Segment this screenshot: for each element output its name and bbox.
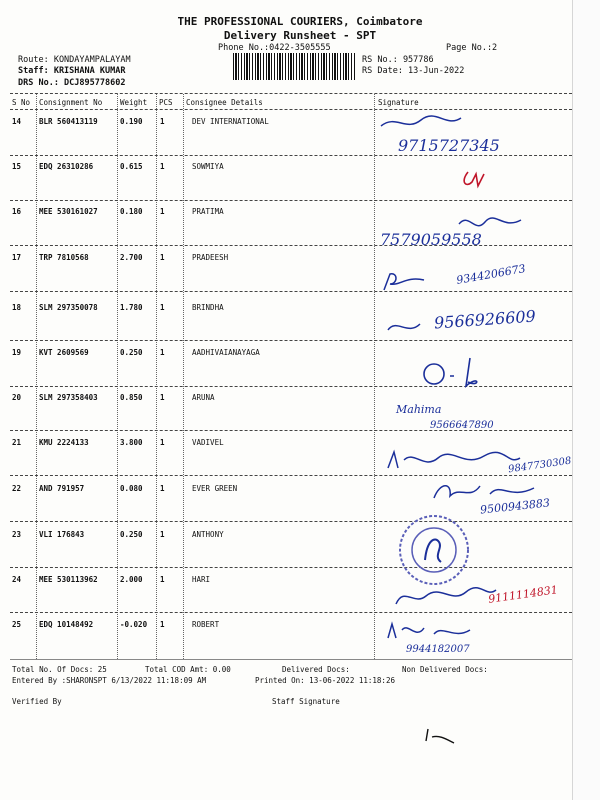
row-consignment: EDQ 26310286: [39, 162, 94, 171]
row-consignment: TRP 7810568: [39, 253, 89, 262]
row-consignee: PRATIMA: [192, 207, 224, 216]
row-pcs: 1: [160, 575, 165, 584]
row-rule: [10, 567, 572, 568]
row-consignee: AADHIVAIANAYAGA: [192, 348, 260, 357]
signature-phone-24: 9111114831: [487, 583, 559, 606]
row-pcs: 1: [160, 162, 165, 171]
col-sno: S No: [12, 98, 31, 107]
staff-signature-label: Staff Signature: [272, 697, 340, 706]
row-sno: 14: [12, 117, 22, 126]
row-weight: 2.000: [120, 575, 143, 584]
row-rule: [10, 291, 572, 292]
divider-3: [156, 94, 157, 659]
row-pcs: 1: [160, 438, 165, 447]
row-rule: [10, 200, 572, 201]
barcode: [233, 53, 355, 80]
row-sno: 21: [12, 438, 22, 447]
page-edge: [572, 0, 600, 800]
row-consignee: SOWMIYA: [192, 162, 224, 171]
col-consignee: Consignee Details: [186, 98, 263, 107]
row-consignment: EDQ 10148492: [39, 620, 94, 629]
row-sno: 19: [12, 348, 22, 357]
row-rule: [10, 521, 572, 522]
row-consignee: ROBERT: [192, 620, 220, 629]
row-consignee: ARUNA: [192, 393, 215, 402]
row-consignment: AND 791957: [39, 484, 85, 493]
signature-scribble-24: [390, 580, 500, 610]
signature-phone-25: 9944182007: [406, 644, 470, 655]
row-sno: 18: [12, 303, 22, 312]
row-pcs: 1: [160, 253, 165, 262]
entered-by: Entered By :SHARONSPT 6/13/2022 11:18:09 AM: [12, 676, 207, 685]
divider-4: [183, 94, 184, 659]
row-weight: 0.180: [120, 207, 143, 216]
rs-date: RS Date: 13-Jun-2022: [362, 66, 465, 76]
row-weight: 0.080: [120, 484, 143, 493]
signature-phone-20: 9566647890: [430, 420, 494, 431]
row-rule: [10, 245, 572, 246]
row-sno: 24: [12, 575, 22, 584]
signature-scribble-25: [384, 620, 474, 644]
row-consignment: BLR 560413119: [39, 117, 98, 126]
row-pcs: 1: [160, 348, 165, 357]
signature-name-20: Mahima: [396, 403, 442, 416]
row-weight: 3.800: [120, 438, 143, 447]
row-consignee: VADIVEL: [192, 438, 224, 447]
row-weight: 0.250: [120, 348, 143, 357]
row-rule: [10, 475, 572, 476]
divider-5: [374, 94, 375, 659]
verified-by: Verified By: [12, 697, 62, 706]
row-consignment: SLM 297350078: [39, 303, 98, 312]
divider-2: [117, 94, 118, 659]
delivered-docs: Delivered Docs:: [282, 665, 350, 674]
col-weight: Weight: [120, 98, 148, 107]
signature-scribble-15: [460, 168, 490, 192]
col-consignment: Consignment No: [39, 98, 103, 107]
row-sno: 20: [12, 393, 22, 402]
table-bottom-rule: [10, 659, 572, 660]
signature-scribble-14: [376, 112, 466, 134]
row-weight: 0.850: [120, 393, 143, 402]
route: Route: KONDAYAMPALAYAM: [18, 55, 131, 65]
row-consignment: KVT 2609569: [39, 348, 89, 357]
signature-phone-17: 7579059558: [380, 230, 482, 249]
total-cod: Total COD Amt: 0.00: [145, 665, 231, 674]
row-consignment: VLI 176843: [39, 530, 85, 539]
row-pcs: 1: [160, 303, 165, 312]
signature-phone-14: 9715727345: [398, 136, 500, 155]
row-pcs: 1: [160, 207, 165, 216]
non-delivered-docs: Non Delivered Docs:: [402, 665, 488, 674]
row-consignment: MEE 530113962: [39, 575, 98, 584]
signature-phone-21: 9847730308: [507, 455, 573, 476]
row-consignee: ANTHONY: [192, 530, 224, 539]
row-sno: 17: [12, 253, 22, 262]
row-pcs: 1: [160, 117, 165, 126]
signature-scribble-19: [420, 350, 490, 390]
row-pcs: 1: [160, 484, 165, 493]
row-rule: [10, 340, 572, 341]
row-consignee: DEV INTERNATIONAL: [192, 117, 269, 126]
company-title: THE PROFESSIONAL COURIERS, Coimbatore: [177, 15, 423, 28]
row-sno: 23: [12, 530, 22, 539]
row-rule: [10, 612, 572, 613]
row-consignment: KMU 2224133: [39, 438, 89, 447]
row-consignee: PRADEESH: [192, 253, 229, 262]
row-consignment: MEE 530161027: [39, 207, 98, 216]
row-weight: 2.700: [120, 253, 143, 262]
page-number: Page No.:2: [446, 43, 498, 53]
row-consignment: SLM 297358403: [39, 393, 98, 402]
row-pcs: 1: [160, 620, 165, 629]
signature-phone-22: 9500943883: [479, 496, 551, 517]
col-pcs: PCS: [159, 98, 173, 107]
col-signature: Signature: [378, 98, 419, 107]
row-sno: 25: [12, 620, 22, 629]
header-rule-top: [10, 93, 572, 94]
drs-number: DRS No.: DCJ895778602: [18, 78, 126, 88]
signature-scribble-17: [380, 270, 430, 294]
signature-phone-19: 9566926609: [433, 306, 537, 333]
document-title: Delivery Runsheet - SPT: [223, 29, 377, 42]
row-sno: 15: [12, 162, 22, 171]
row-consignee: HARI: [192, 575, 211, 584]
total-docs: Total No. Of Docs: 25: [12, 665, 107, 674]
phone-number: Phone No.:0422-3505555: [218, 43, 331, 53]
signature-scribble-21: [384, 448, 524, 474]
row-rule: [10, 155, 572, 156]
row-weight: 0.190: [120, 117, 143, 126]
staff-name: Staff: KRISHANA KUMAR: [18, 66, 126, 76]
row-pcs: 1: [160, 393, 165, 402]
row-weight: -0.020: [120, 620, 148, 629]
divider-1: [36, 94, 37, 659]
row-weight: 0.615: [120, 162, 143, 171]
row-weight: 1.780: [120, 303, 143, 312]
stamp-seal: [395, 512, 473, 588]
rs-number: RS No.: 957786: [362, 55, 434, 65]
row-pcs: 1: [160, 530, 165, 539]
row-consignee: EVER GREEN: [192, 484, 238, 493]
header-rule-bottom: [10, 109, 572, 110]
signature-scribble-18: [384, 316, 424, 338]
row-sno: 22: [12, 484, 22, 493]
signature-phone-18: 9344206673: [455, 262, 527, 287]
staff-signature-mark: [420, 725, 460, 749]
row-weight: 0.250: [120, 530, 143, 539]
row-consignee: BRINDHA: [192, 303, 224, 312]
row-sno: 16: [12, 207, 22, 216]
printed-on: Printed On: 13-06-2022 11:18:26: [255, 676, 395, 685]
